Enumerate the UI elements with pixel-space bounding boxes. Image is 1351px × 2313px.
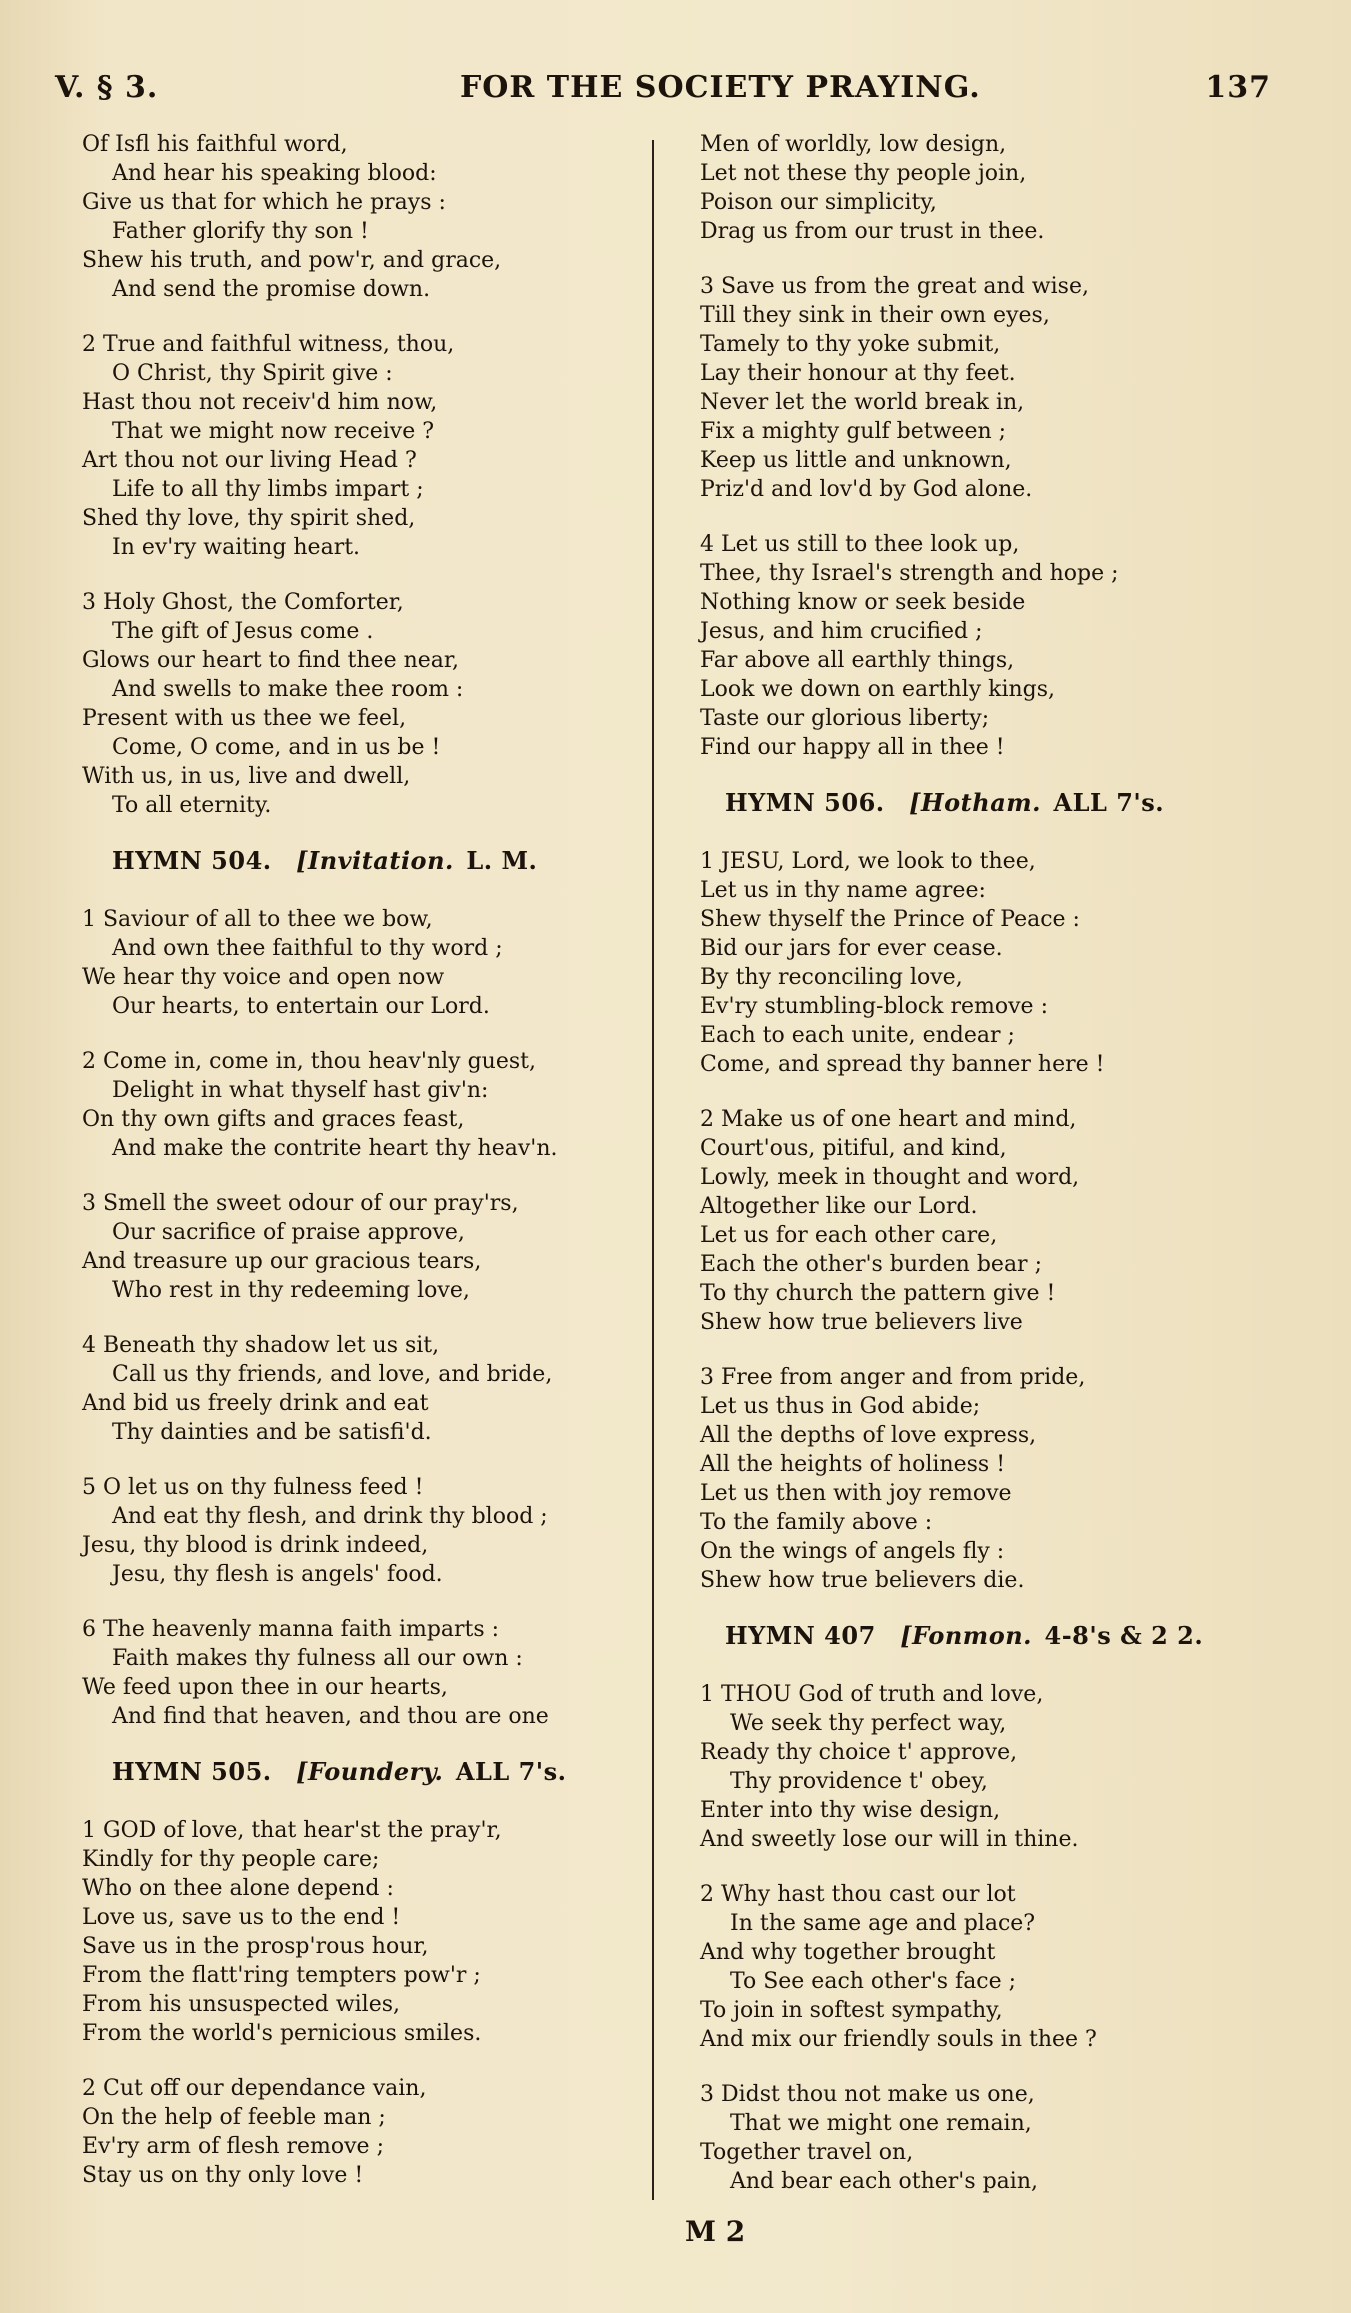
verse-line: Look we down on earthly kings, bbox=[700, 677, 1056, 702]
verse-line: 2 Why hast thou cast our lot bbox=[700, 1882, 1016, 1907]
verse-line: Shew thyself the Prince of Peace : bbox=[700, 907, 1080, 932]
verse-line: 2 Make us of one heart and mind, bbox=[700, 1107, 1077, 1132]
verse-line: 1 JESU, Lord, we look to thee, bbox=[700, 849, 1036, 874]
verse-line: With us, in us, live and dwell, bbox=[82, 764, 411, 789]
stanza bbox=[700, 1880, 1290, 2054]
verse-line: And make the contrite heart thy heav'n. bbox=[112, 1136, 558, 1161]
meter: ALL 7's. bbox=[1053, 788, 1165, 817]
stanza bbox=[82, 1473, 682, 1589]
tune-name: [Foundery. bbox=[296, 1757, 444, 1786]
verse-line: Priz'd and lov'd by God alone. bbox=[700, 477, 1033, 502]
verse-line: Lay their honour at thy feet. bbox=[700, 361, 1016, 386]
hymn-number: HYMN 505. bbox=[112, 1757, 272, 1786]
verse-line: Stay us on thy only love ! bbox=[82, 2163, 364, 2188]
verse-line: 1 GOD of love, that hear'st the pray'r, bbox=[82, 1818, 502, 1843]
verse-line: And bid us freely drink and eat bbox=[82, 1391, 429, 1416]
verse-line: Let not these thy people join, bbox=[700, 161, 1027, 186]
stanza bbox=[700, 1680, 1290, 1854]
verse-line: Faith makes thy fulness all our own : bbox=[112, 1646, 523, 1671]
stanza bbox=[700, 1363, 1290, 1595]
stanza bbox=[82, 588, 682, 820]
verse-line: 2 Come in, come in, thou heav'nly guest, bbox=[82, 1049, 536, 1074]
verse-line: Together travel on, bbox=[700, 2140, 914, 2165]
verse-line: Let us in thy name agree: bbox=[700, 878, 986, 903]
verse-line: Tamely to thy yoke submit, bbox=[700, 332, 1001, 357]
tune-name: [Hotham. bbox=[909, 788, 1041, 817]
verse-line: Till they sink in their own eyes, bbox=[700, 303, 1050, 328]
verse-line: The gift of Jesus come . bbox=[112, 619, 374, 644]
running-title: FOR THE SOCIETY PRAYING. bbox=[460, 70, 981, 105]
verse-line: 1 THOU God of truth and love, bbox=[700, 1682, 1044, 1707]
hymn-number: HYMN 504. bbox=[112, 846, 272, 875]
verse-line: Let us then with joy remove bbox=[700, 1481, 1012, 1506]
stanza bbox=[82, 1615, 682, 1731]
verse-line: 4 Beneath thy shadow let us sit, bbox=[82, 1333, 440, 1358]
verse-line: Bid our jars for ever cease. bbox=[700, 936, 1003, 961]
verse-line: To thy church the pattern give ! bbox=[700, 1281, 1056, 1306]
verse-line: Jesu, thy blood is drink indeed, bbox=[82, 1533, 429, 1558]
stanza bbox=[700, 2080, 1290, 2196]
verse-line: And treasure up our gracious tears, bbox=[82, 1249, 482, 1274]
verse-line: Enter into thy wise design, bbox=[700, 1798, 1001, 1823]
verse-line: To join in softest sympathy, bbox=[700, 1998, 1003, 2023]
verse-line: Shew how true believers die. bbox=[700, 1568, 1025, 1593]
verse-line: Call us thy friends, and love, and bride, bbox=[112, 1362, 553, 1387]
verse-line: And hear his speaking blood: bbox=[112, 161, 437, 186]
verse-line: Our hearts, to entertain our Lord. bbox=[112, 994, 490, 1019]
verse-line: Thy dainties and be satisfi'd. bbox=[112, 1420, 432, 1445]
verse-line: And send the promise down. bbox=[112, 277, 431, 302]
verse-line: Who on thee alone depend : bbox=[82, 1876, 394, 1901]
verse-line: 3 Save us from the great and wise, bbox=[700, 274, 1089, 299]
verse-line: Never let the world break in, bbox=[700, 390, 1025, 415]
verse-line: In the same age and place? bbox=[730, 1911, 1036, 1936]
verse-line: Kindly for thy people care; bbox=[82, 1847, 380, 1872]
verse-line: Keep us little and unknown, bbox=[700, 448, 1012, 473]
verse-line: On thy own gifts and graces feast, bbox=[82, 1107, 465, 1132]
verse-line: O Christ, thy Spirit give : bbox=[112, 361, 393, 386]
verse-line: Far above all earthly things, bbox=[700, 648, 1015, 673]
verse-line: That we might now receive ? bbox=[112, 419, 435, 444]
verse-line: Thy providence t' obey, bbox=[730, 1769, 988, 1794]
verse-line: Shew his truth, and pow'r, and grace, bbox=[82, 248, 502, 273]
verse-line: We seek thy perfect way, bbox=[730, 1711, 1007, 1736]
verse-line: And why together brought bbox=[700, 1940, 996, 1965]
verse-line: 3 Didst thou not make us one, bbox=[700, 2082, 1035, 2107]
verse-line: We feed upon thee in our hearts, bbox=[82, 1675, 448, 1700]
verse-line: All the depths of love express, bbox=[700, 1423, 1037, 1448]
signature-mark: M 2 bbox=[685, 2215, 746, 2248]
verse-line: In ev'ry waiting heart. bbox=[112, 535, 361, 560]
verse-line: To the family above : bbox=[700, 1510, 933, 1535]
verse-line: Ev'ry arm of flesh remove ; bbox=[82, 2134, 384, 2159]
verse-line: Glows our heart to find thee near, bbox=[82, 648, 459, 673]
verse-line: 2 Cut off our dependance vain, bbox=[82, 2076, 427, 2101]
hymn-heading bbox=[700, 1621, 1290, 1650]
verse-line: 3 Holy Ghost, the Comforter, bbox=[82, 590, 404, 615]
stanza bbox=[700, 847, 1290, 1079]
verse-line: And mix our friendly souls in thee ? bbox=[700, 2027, 1097, 2052]
verse-line: On the wings of angels fly : bbox=[700, 1539, 1005, 1564]
stanza bbox=[700, 1105, 1290, 1337]
verse-line: Who rest in thy redeeming love, bbox=[112, 1278, 470, 1303]
verse-line: All the heights of holiness ! bbox=[700, 1452, 1006, 1477]
verse-line: Lowly, meek in thought and word, bbox=[700, 1165, 1080, 1190]
verse-line: Each the other's burden bear ; bbox=[700, 1252, 1042, 1277]
verse-line: Ready thy choice t' approve, bbox=[700, 1740, 1018, 1765]
verse-line: Come, O come, and in us be ! bbox=[112, 735, 441, 760]
stanza bbox=[82, 130, 682, 304]
verse-line: To all eternity. bbox=[112, 793, 272, 818]
stanza bbox=[82, 1189, 682, 1305]
hymn-heading bbox=[82, 846, 682, 875]
verse-line: Present with us thee we feel, bbox=[82, 706, 407, 731]
verse-line: Find our happy all in thee ! bbox=[700, 735, 1005, 760]
verse-line: Men of worldly, low design, bbox=[700, 132, 1007, 157]
verse-line: That we might one remain, bbox=[730, 2111, 1032, 2136]
stanza bbox=[700, 130, 1290, 246]
verse-line: Thee, thy Israel's strength and hope ; bbox=[700, 561, 1119, 586]
verse-line: 6 The heavenly manna faith imparts : bbox=[82, 1617, 500, 1642]
verse-line: And sweetly lose our will in thine. bbox=[700, 1827, 1079, 1852]
verse-line: And swells to make thee room : bbox=[112, 677, 464, 702]
verse-line: 2 True and faithful witness, thou, bbox=[82, 332, 455, 357]
tune-name: [Invitation. bbox=[296, 846, 454, 875]
verse-line: Each to each unite, endear ; bbox=[700, 1023, 1015, 1048]
verse-line: Come, and spread thy banner here ! bbox=[700, 1052, 1105, 1077]
verse-line: And find that heaven, and thou are one bbox=[112, 1704, 549, 1729]
verse-line: Fix a mighty gulf between ; bbox=[700, 419, 1007, 444]
hymn-number: HYMN 506. bbox=[725, 788, 885, 817]
verse-line: Father glorify thy son ! bbox=[112, 219, 369, 244]
stanza bbox=[700, 530, 1290, 762]
verse-line: 5 O let us on thy fulness feed ! bbox=[82, 1475, 424, 1500]
verse-line: Give us that for which he prays : bbox=[82, 190, 446, 215]
verse-line: Let us for each other care, bbox=[700, 1223, 998, 1248]
verse-line: Nothing know or seek beside bbox=[700, 590, 1026, 615]
page-number: 137 bbox=[1205, 70, 1271, 105]
tune-name: [Fonmon. bbox=[900, 1621, 1033, 1650]
verse-line: Art thou not our living Head ? bbox=[82, 448, 417, 473]
verse-line: 3 Free from anger and from pride, bbox=[700, 1365, 1086, 1390]
verse-line: And bear each other's pain, bbox=[730, 2169, 1038, 2194]
verse-line: And eat thy flesh, and drink thy blood ; bbox=[112, 1504, 548, 1529]
verse-line: Taste our glorious liberty; bbox=[700, 706, 990, 731]
verse-line: 1 Saviour of all to thee we bow, bbox=[82, 907, 433, 932]
verse-line: 3 Smell the sweet odour of our pray'rs, bbox=[82, 1191, 519, 1216]
verse-line: Drag us from our trust in thee. bbox=[700, 219, 1045, 244]
verse-line: Jesus, and him crucified ; bbox=[700, 619, 983, 644]
stanza bbox=[82, 330, 682, 562]
verse-line: Love us, save us to the end ! bbox=[82, 1905, 401, 1930]
hymn-number: HYMN 407 bbox=[725, 1621, 876, 1650]
stanza bbox=[82, 2074, 682, 2190]
verse-line: From the flatt'ring tempters pow'r ; bbox=[82, 1963, 481, 1988]
verse-line: From his unsuspected wiles, bbox=[82, 1992, 401, 2017]
verse-line: Court'ous, pitiful, and kind, bbox=[700, 1136, 1007, 1161]
hymn-heading bbox=[700, 788, 1290, 817]
verse-line: Jesu, thy flesh is angels' food. bbox=[112, 1562, 443, 1587]
page-header bbox=[55, 70, 1271, 110]
meter: 4-8's & 2 2. bbox=[1044, 1621, 1204, 1650]
right-column bbox=[700, 130, 1290, 2222]
verse-line: Altogether like our Lord. bbox=[700, 1194, 978, 1219]
verse-line: Poison our simplicity, bbox=[700, 190, 937, 215]
left-column bbox=[82, 130, 682, 2216]
verse-line: To See each other's face ; bbox=[730, 1969, 1017, 1994]
stanza bbox=[82, 1816, 682, 2048]
stanza bbox=[82, 905, 682, 1021]
meter: ALL 7's. bbox=[455, 1757, 567, 1786]
stanza bbox=[82, 1331, 682, 1447]
verse-line: And own thee faithful to thy word ; bbox=[112, 936, 503, 961]
verse-line: On the help of feeble man ; bbox=[82, 2105, 386, 2130]
verse-line: Shed thy love, thy spirit shed, bbox=[82, 506, 416, 531]
verse-line: Of Isfl his faithful word, bbox=[82, 132, 348, 157]
stanza bbox=[82, 1047, 682, 1163]
verse-line: Let us thus in God abide; bbox=[700, 1394, 981, 1419]
stanza bbox=[700, 272, 1290, 504]
verse-line: By thy reconciling love, bbox=[700, 965, 963, 990]
verse-line: Life to all thy limbs impart ; bbox=[112, 477, 424, 502]
verse-line: Our sacrifice of praise approve, bbox=[112, 1220, 465, 1245]
verse-line: 4 Let us still to thee look up, bbox=[700, 532, 1020, 557]
verse-line: Ev'ry stumbling-block remove : bbox=[700, 994, 1048, 1019]
verse-line: Hast thou not receiv'd him now, bbox=[82, 390, 438, 415]
verse-line: From the world's pernicious smiles. bbox=[82, 2021, 482, 2046]
section-marker: V. § 3. bbox=[55, 70, 159, 105]
verse-line: Shew how true believers live bbox=[700, 1310, 1023, 1335]
verse-line: Save us in the prosp'rous hour, bbox=[82, 1934, 429, 1959]
hymn-heading bbox=[82, 1757, 682, 1786]
meter: L. M. bbox=[466, 846, 538, 875]
verse-line: Delight in what thyself hast giv'n: bbox=[112, 1078, 489, 1103]
verse-line: We hear thy voice and open now bbox=[82, 965, 445, 990]
